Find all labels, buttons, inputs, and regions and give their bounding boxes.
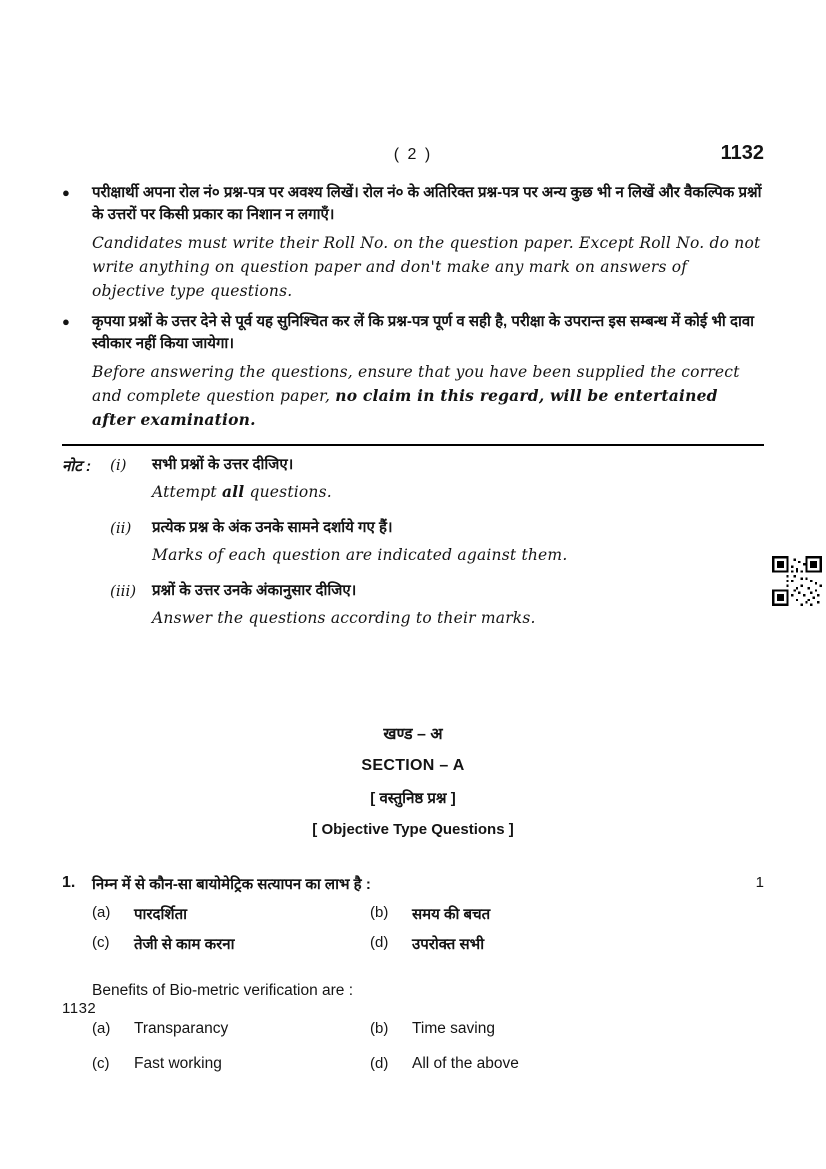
- question-marks: 1: [755, 874, 764, 891]
- bullet-icon: ●: [62, 314, 70, 329]
- instruction-2-english: Before answering the questions, ensure that you have been supplied the correct and complete question paper, no claim in this regard, will be entertained after examination.: [92, 363, 740, 429]
- question-1: [62, 874, 764, 1073]
- question-text-hindi: निम्न में से कौन-सा बायोमेट्रिक सत्यापन का लाभ है :: [92, 876, 371, 893]
- note-item-english: Marks of each question are indicated against them.: [152, 546, 568, 564]
- note-item-ii: [110, 517, 764, 567]
- instruction-2-hindi-bold: परीक्षा के उपरान्त इस सम्बन्ध में कोई भी दावा स्वीकार नहीं किया जायेगा।: [92, 313, 755, 352]
- section-heading-english: SECTION – A: [361, 757, 465, 774]
- note-item-english: Answer the questions according to their marks.: [152, 609, 536, 627]
- instruction-1-hindi: परीक्षार्थी अपना रोल नं० प्रश्न-पत्र पर अवश्य लिखें। रोल नं० के अतिरिक्त प्रश्न-पत्र पर अन्य कुछ भी न लिखें और वैकल्पिक प्रश्नों के उत्तरों पर किसी प्रकार का निशान न लगाएँ।: [92, 184, 762, 223]
- note-item-number: (i): [110, 456, 127, 474]
- note-item-hindi: प्रश्नों के उत्तर उनके अंकानुसार दीजिए।: [152, 582, 357, 599]
- option-c-hindi: (c) तेजी से काम करना: [92, 934, 235, 953]
- note-item-number: (iii): [110, 582, 137, 600]
- instruction-item-2: [62, 311, 764, 432]
- option-d-hindi: (d) उपरोक्त सभी: [370, 934, 485, 953]
- question-number: 1.: [62, 874, 76, 891]
- note-item-number: (ii): [110, 519, 132, 537]
- note-label: नोट :: [62, 458, 91, 475]
- divider-rule: [62, 444, 764, 446]
- option-d-english: (d) All of the above: [370, 1055, 519, 1072]
- paper-code-header: 1132: [720, 142, 764, 164]
- note-section: [62, 454, 764, 630]
- note-item-english: Attempt all questions.: [152, 482, 332, 501]
- note-item-iii: [110, 580, 764, 630]
- section-headings: [62, 722, 764, 838]
- bullet-icon: ●: [62, 185, 70, 200]
- question-options-hindi: [92, 904, 764, 954]
- section-subheading-hindi: [ वस्तुनिष्ठ प्रश्न ]: [370, 790, 456, 807]
- option-b-english: (b) Time saving: [370, 1020, 495, 1037]
- section-subheading-english: [ Objective Type Questions ]: [312, 821, 514, 838]
- option-a-hindi: (a) पारदर्शिता: [92, 904, 188, 923]
- question-options-english: [92, 1020, 764, 1073]
- qr-code: [772, 556, 822, 606]
- instruction-item-1: [62, 182, 764, 303]
- option-c-english: (c) Fast working: [92, 1055, 222, 1072]
- note-item-hindi: प्रत्येक प्रश्न के अंक उनके सामने दर्शाये गए हैं।: [152, 519, 393, 536]
- footer-paper-code: 1132: [62, 1000, 97, 1017]
- question-text-english: Benefits of Bio-metric verification are :: [92, 982, 354, 999]
- option-b-hindi: (b) समय की बचत: [370, 904, 491, 923]
- page-number: ( 2 ): [393, 146, 433, 163]
- section-heading-hindi: खण्ड – अ: [383, 726, 443, 743]
- instruction-2-hindi: कृपया प्रश्नों के उत्तर देने से पूर्व यह सुनिश्चित कर लें कि प्रश्न-पत्र पूर्ण व सही है, परीक्षा के उपरान्त इस सम्बन्ध में कोई भी दावा स्वीकार नहीं किया जायेगा।: [92, 313, 755, 352]
- option-a-english: (a) Transparancy: [92, 1020, 229, 1037]
- page-header: [62, 142, 764, 172]
- instruction-1-english: Candidates must write their Roll No. on the question paper. Except Roll No. do not write anything on question paper and don't make any mark on answers of objective type questions.: [92, 234, 761, 300]
- instruction-list: [62, 182, 764, 432]
- note-item-hindi: सभी प्रश्नों के उत्तर दीजिए।: [152, 456, 294, 473]
- instruction-2-english-bold: no claim in this regard, will be entertained after examination.: [92, 386, 718, 429]
- note-item-i: [110, 454, 764, 504]
